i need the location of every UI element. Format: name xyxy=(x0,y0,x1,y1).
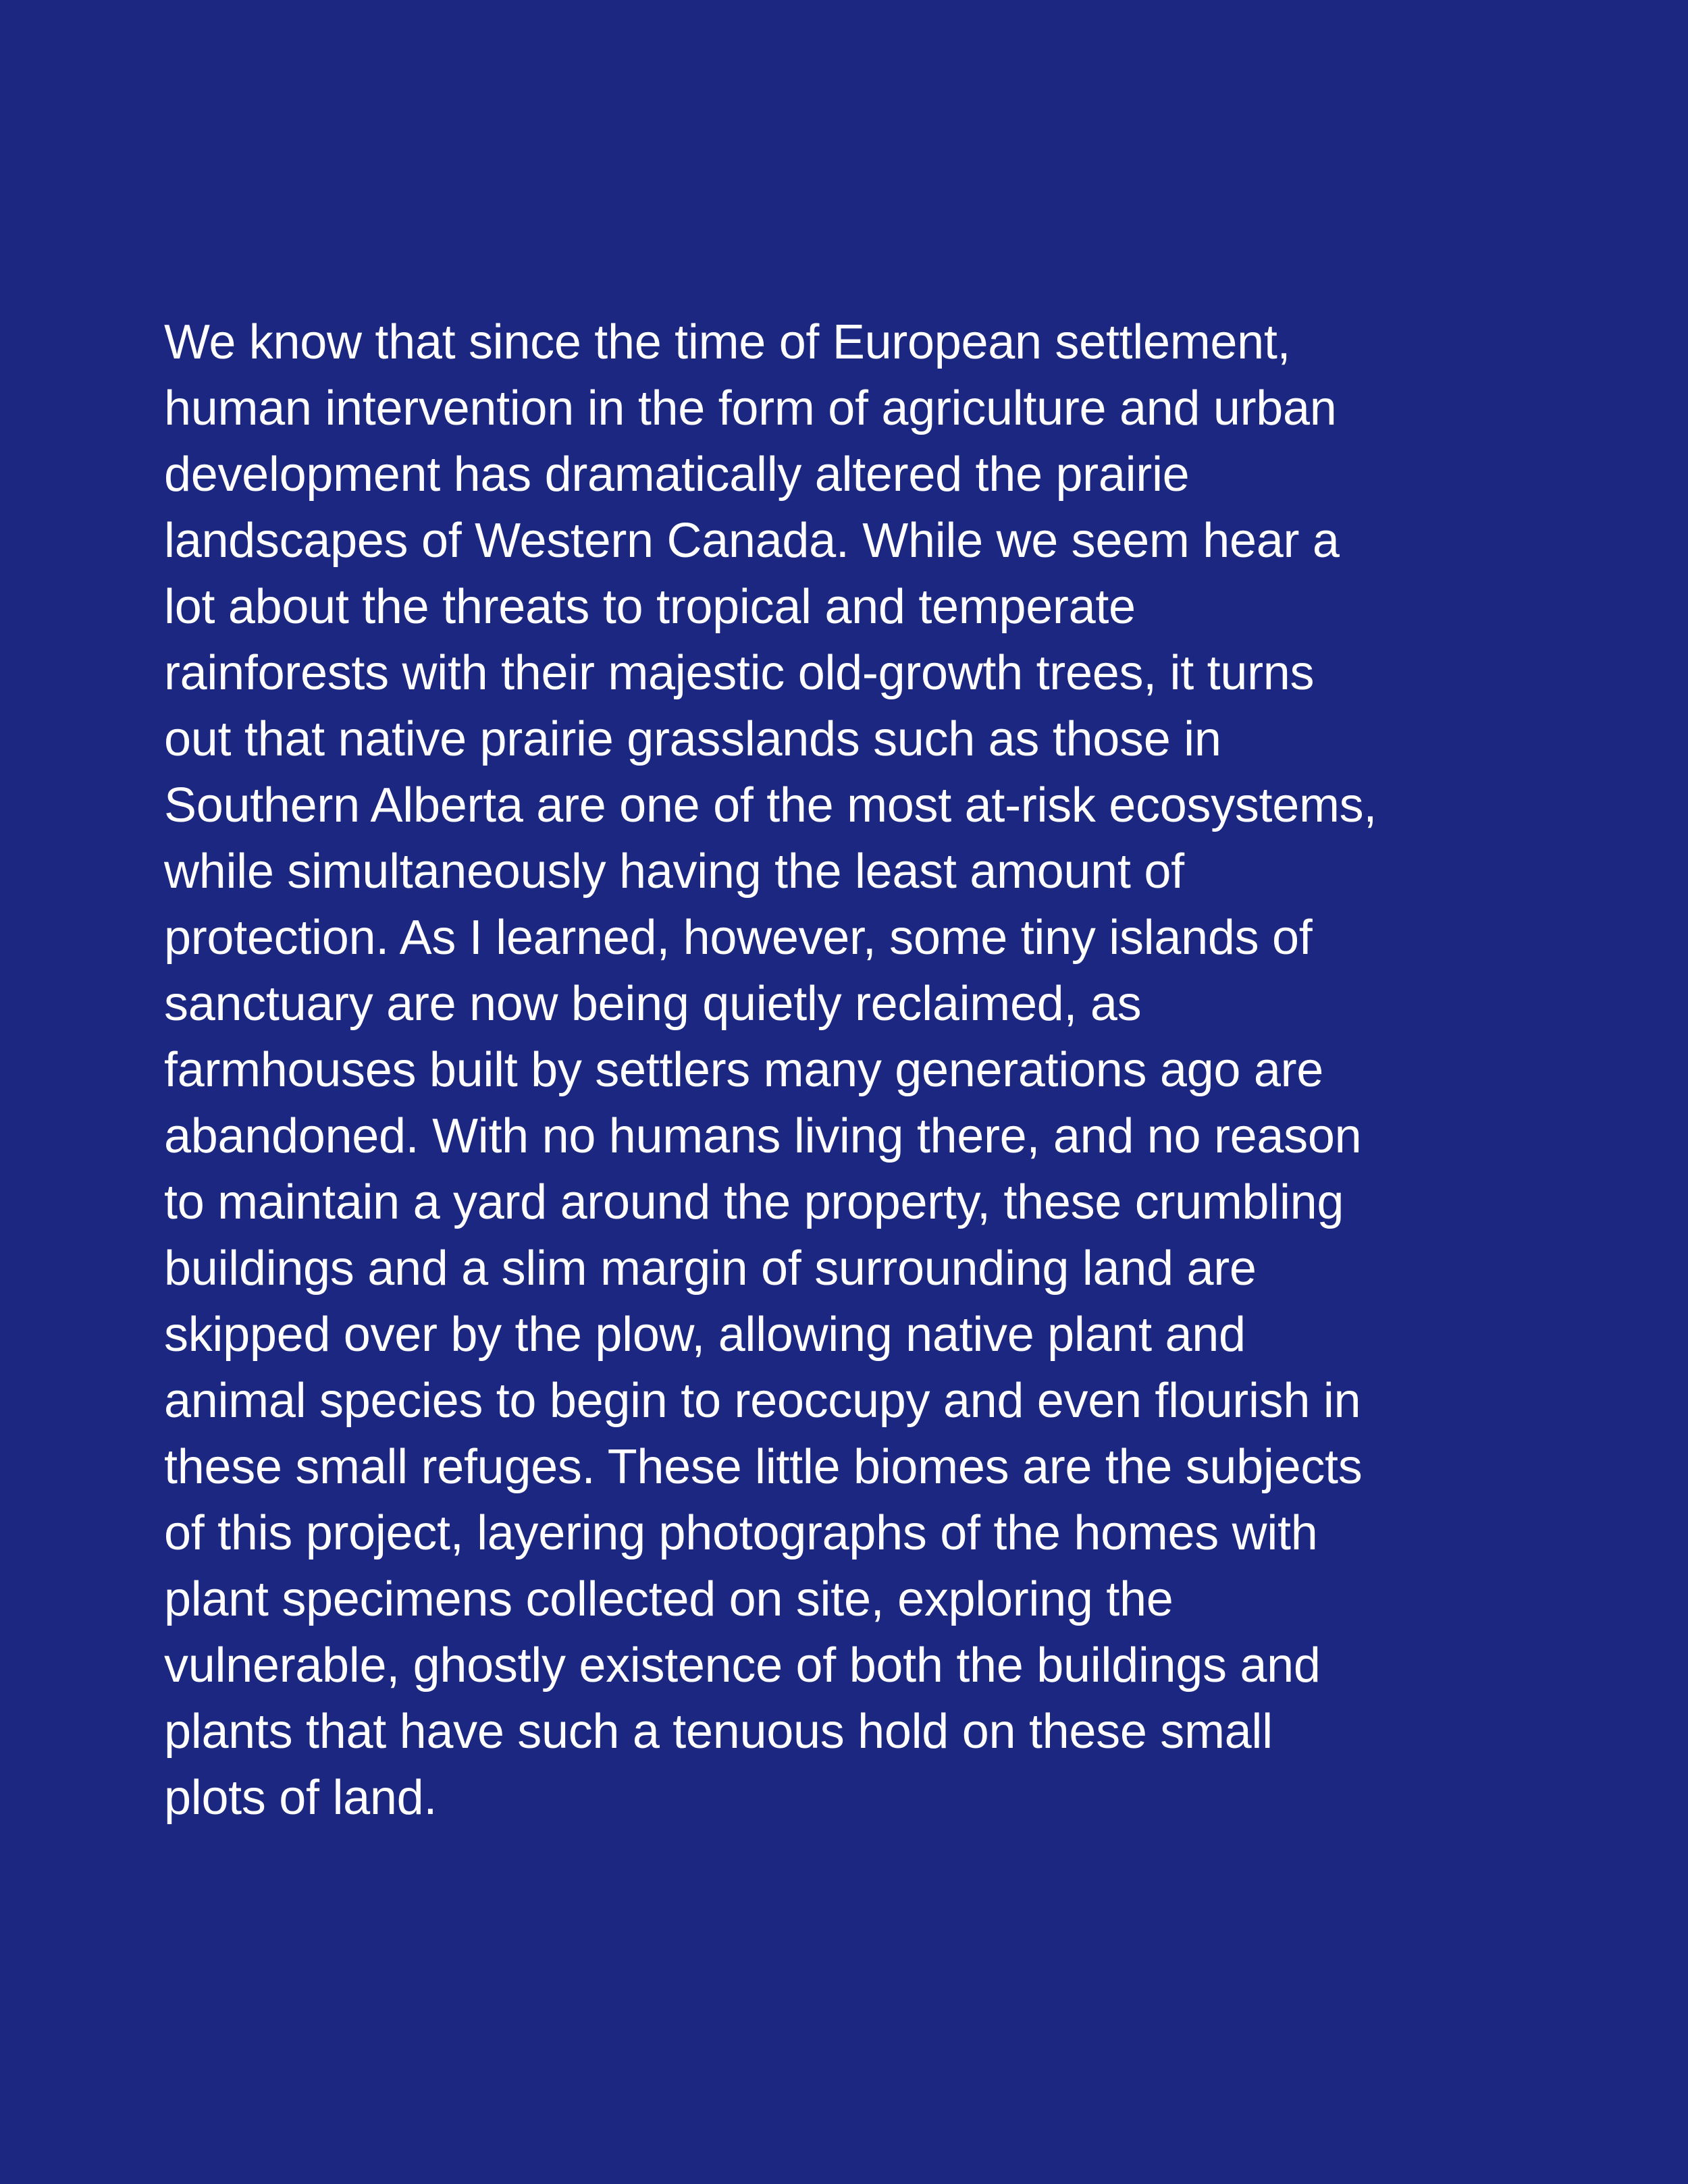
statement-line: protection. As I learned, however, some tiny islands of xyxy=(164,911,1313,965)
statement-line: Southern Alberta are one of the most at-risk ecosystems, xyxy=(164,778,1377,832)
statement-line: sanctuary are now being quietly reclaimed, as xyxy=(164,977,1142,1031)
statement-line: lot about the threats to tropical and temperate xyxy=(164,580,1136,634)
statement-line: landscapes of Western Canada. While we seem hear a xyxy=(164,514,1340,568)
statement-line: development has dramatically altered the prairie xyxy=(164,448,1190,502)
statement-line: to maintain a yard around the property, these crumbling xyxy=(164,1175,1344,1229)
statement-line: We know that since the time of European settlement, xyxy=(164,315,1291,369)
statement-line: animal species to begin to reoccupy and even flourish in xyxy=(164,1374,1361,1428)
statement-line: buildings and a slim margin of surrounding land are xyxy=(164,1242,1257,1296)
artist-statement xyxy=(164,309,1609,1831)
statement-line: plots of land. xyxy=(164,1771,438,1825)
statement-line: rainforests with their majestic old-growth trees, it turns xyxy=(164,646,1315,700)
statement-line: of this project, layering photographs of the homes with xyxy=(164,1506,1318,1560)
statement-line: skipped over by the plow, allowing native plant and xyxy=(164,1308,1246,1362)
statement-line: out that native prairie grasslands such as those in xyxy=(164,712,1221,766)
statement-line: while simultaneously having the least amount of xyxy=(164,845,1184,899)
statement-line: these small refuges. These little biomes are the subjects xyxy=(164,1440,1363,1494)
statement-line: farmhouses built by settlers many generations ago are xyxy=(164,1043,1324,1097)
statement-line: plant specimens collected on site, exploring the xyxy=(164,1572,1173,1626)
statement-line: human intervention in the form of agriculture and urban xyxy=(164,381,1337,435)
statement-line: plants that have such a tenuous hold on these small xyxy=(164,1705,1273,1759)
statement-line: abandoned. With no humans living there, and no reason xyxy=(164,1109,1362,1163)
statement-line: vulnerable, ghostly existence of both the buildings and xyxy=(164,1639,1321,1693)
